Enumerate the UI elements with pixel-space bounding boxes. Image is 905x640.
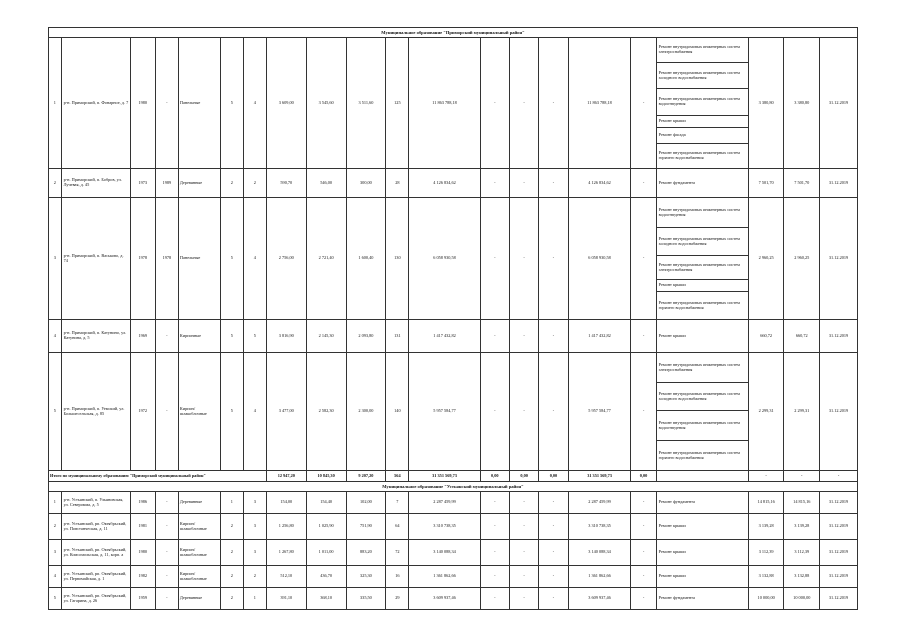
cell-fund-loc: - [539,353,568,471]
cell-fund-other: - [631,198,656,320]
cell-year-rebuilt: - [155,540,178,566]
cell-material: Деревянные [178,169,220,198]
cell-cost-max: 3 380,80 [784,38,820,169]
cell-fund-loc: - [539,588,568,610]
cell-area-all: 1 025,90 [306,514,346,540]
cell-residents: 28 [386,169,409,198]
cell-fund-reg: - [509,514,538,540]
cell-fund-fed: - [480,320,509,353]
cell-area-all: 2 145,30 [306,320,346,353]
capital-repair-table [48,27,858,610]
cell-residents: 131 [386,320,409,353]
cell-area-all: 3 545,60 [306,38,346,169]
table-row [49,320,858,353]
cell-cost-max: 3 132,88 [784,566,820,588]
cell-cost-max: 660,72 [784,320,820,353]
cell-year-built: 1972 [130,353,155,471]
cell-total-area: 1 256,80 [266,514,306,540]
table-row [49,198,858,228]
cell-material: Деревянные [178,588,220,610]
cell-work-type: Ремонт внутридомовых инженерных систем электроснабжения [656,256,748,280]
municipality-title: Муниципальное образование "Приморский муниципальный район" [49,28,858,38]
cell-material: Кирпич/ шлакоблочные [178,540,220,566]
cell-area-all: 1 011,00 [306,540,346,566]
cell-fund-other: - [631,514,656,540]
cell-fund-loc: - [539,38,568,169]
cell-entrances: 5 [243,320,266,353]
cell-area-living: 102,00 [346,492,386,514]
cell-cost-unit: 10 000,00 [748,588,784,610]
cell-entrances: 4 [243,38,266,169]
cell-total-area: 154,00 [266,492,306,514]
cell-cost-total: 3 609 937,46 [409,588,480,610]
total-work-blank [656,471,748,482]
cell-total-area: 1 267,80 [266,540,306,566]
cell-fund-fed: - [480,588,509,610]
cell-work-type: Ремонт крыши [656,514,748,540]
cell-address: р-н. Приморский, п. Уемский, ул. Большесельская, д. 85 [61,353,130,471]
cell-area-all: 2 582,30 [306,353,346,471]
cell-year-built: 1980 [130,540,155,566]
cell-fund-other: - [631,353,656,471]
cell-total-area: 512,10 [266,566,306,588]
cell-fund-loc: - [539,566,568,588]
cell-area-living: 751,90 [346,514,386,540]
cell-work-type: Ремонт фундамента [656,588,748,610]
cell-fund-loc: - [539,540,568,566]
total-cost-total: 31 351 569,73 [409,471,480,482]
cell-cost-unit: 3 112,39 [748,540,784,566]
cell-cost-max: 3 139,28 [784,514,820,540]
cell-cost-total: 1 417 432,82 [409,320,480,353]
cell-fund-own: 4 126 834,62 [568,169,631,198]
cell-entrances: 4 [243,353,266,471]
cell-floors: 2 [220,588,243,610]
cell-fund-reg: - [509,492,538,514]
cell-residents: 7 [386,492,409,514]
cell-cost-unit: 3 380,80 [748,38,784,169]
cell-year-built: 1980 [130,38,155,169]
cell-num: 5 [49,588,62,610]
cell-area-all: 546,00 [306,169,346,198]
cell-cost-max: 3 112,39 [784,540,820,566]
cell-num: 4 [49,566,62,588]
cell-area-living: 1 600,40 [346,198,386,320]
cell-cost-max: 7 501,70 [784,169,820,198]
cell-address: р-н. Устьянский, рп. Октябрьский, ул. Гагарина, д. 26 [61,588,130,610]
cell-year-rebuilt: - [155,38,178,169]
cell-work-type: Ремонт внутридомовых инженерных систем холодного водоснабжения [656,383,748,411]
cell-fund-reg: - [509,353,538,471]
cell-fund-reg: - [509,169,538,198]
table-row [49,588,858,610]
cell-deadline: 31.12.2019 [820,38,858,169]
municipality-header-row [49,482,858,492]
cell-fund-loc: - [539,169,568,198]
cell-num: 1 [49,492,62,514]
cell-fund-other: - [631,566,656,588]
cell-residents: 130 [386,198,409,320]
cell-cost-total: 1 361 862,66 [409,566,480,588]
cell-fund-own: 3 140 088,34 [568,540,631,566]
cell-fund-reg: - [509,588,538,610]
table-row [49,514,858,540]
cell-material: Кирпич/ шлакоблочные [178,566,220,588]
cell-fund-fed: - [480,38,509,169]
cell-total-area: 3 609,00 [266,38,306,169]
cell-fund-other: - [631,320,656,353]
cell-deadline: 31.12.2019 [820,588,858,610]
cell-residents: 140 [386,353,409,471]
cell-deadline: 31.12.2019 [820,540,858,566]
cell-cost-max: 2 960,25 [784,198,820,320]
total-area-all: 10 845,30 [306,471,346,482]
total-deadline: - [820,471,858,482]
cell-material: Кирпичные [178,320,220,353]
cell-fund-other: - [631,38,656,169]
cell-residents: 72 [386,540,409,566]
cell-entrances: 1 [243,588,266,610]
cell-year-built: 1969 [130,320,155,353]
cell-work-type: Ремонт внутридомовых инженерных систем горячего водоснабжения [656,441,748,471]
total-total-area: 12 947,20 [266,471,306,482]
cell-floors: 2 [220,540,243,566]
table-body [49,28,858,610]
municipality-title: Муниципальное образование "Устьянский муниципальный район" [49,482,858,492]
cell-address: р-н. Устьянский, п. Ульяновская, ул. Северомма, д. 5 [61,492,130,514]
cell-work-type: Ремонт крыши [656,280,748,292]
municipality-header-row [49,28,858,38]
cell-fund-own: 6 058 930,58 [568,198,631,320]
total-area-living: 9 207,20 [346,471,386,482]
cell-year-built: 1959 [130,588,155,610]
cell-address: р-н. Приморский, п. Васьково, д. 74 [61,198,130,320]
cell-floors: 2 [220,566,243,588]
total-residents: 564 [386,471,409,482]
cell-residents: 64 [386,514,409,540]
cell-work-type: Ремонт фундамента [656,169,748,198]
cell-fund-fed: - [480,566,509,588]
cell-cost-unit: 7 501,70 [748,169,784,198]
cell-fund-reg: - [509,566,538,588]
cell-fund-fed: - [480,514,509,540]
cell-deadline: 31.12.2019 [820,198,858,320]
cell-entrances: 3 [243,492,266,514]
cell-fund-own: 5 957 584,77 [568,353,631,471]
cell-area-living: 300,00 [346,169,386,198]
cell-cost-unit: 660,72 [748,320,784,353]
total-cost-unit: - [748,471,784,482]
cell-year-built: 1986 [130,492,155,514]
cell-num: 2 [49,514,62,540]
cell-num: 4 [49,320,62,353]
total-cost-max: - [784,471,820,482]
cell-residents: 29 [386,588,409,610]
cell-cost-total: 3 140 088,34 [409,540,480,566]
cell-entrances: 4 [243,198,266,320]
cell-cost-unit: 3 132,88 [748,566,784,588]
cell-year-rebuilt: - [155,320,178,353]
cell-address: р-н. Приморский, п. Фонарное, д. 7 [61,38,130,169]
cell-total-area: 3 816,90 [266,320,306,353]
cell-floors: 5 [220,38,243,169]
cell-address: р-н. Устьянский, рп. Октябрьский, ул. Первомайская, д. 1 [61,566,130,588]
cell-fund-other: - [631,492,656,514]
cell-cost-total: 3 310 738,35 [409,514,480,540]
cell-cost-total: 6 058 930,58 [409,198,480,320]
cell-num: 3 [49,540,62,566]
cell-deadline: 31.12.2019 [820,320,858,353]
cell-cost-unit: 3 139,28 [748,514,784,540]
cell-fund-other: - [631,588,656,610]
cell-deadline: 31.12.2019 [820,566,858,588]
cell-entrances: 2 [243,169,266,198]
cell-fund-other: - [631,169,656,198]
total-fund-loc: 0,00 [539,471,568,482]
cell-fund-fed: - [480,540,509,566]
cell-fund-own: 2 287 459,99 [568,492,631,514]
cell-fund-loc: - [539,514,568,540]
cell-year-built: 1982 [130,566,155,588]
cell-material: Деревянные [178,492,220,514]
cell-total-area: 3 477,00 [266,353,306,471]
cell-year-built: 1973 [130,169,155,198]
table-row [49,169,858,198]
cell-year-rebuilt: - [155,566,178,588]
cell-cost-unit: 2 299,31 [748,353,784,471]
cell-residents: 125 [386,38,409,169]
cell-deadline: 31.12.2019 [820,169,858,198]
cell-deadline: 31.12.2019 [820,353,858,471]
cell-material: Кирпич/ шлакоблочные [178,353,220,471]
cell-fund-own: 3 310 738,35 [568,514,631,540]
cell-address: р-н. Приморский, п. Бобров, ул. Лучевая, д. 45 [61,169,130,198]
cell-work-type: Ремонт фундамента [656,492,748,514]
cell-address: р-н. Устьянский, рп. Октябрьский, ул. Повстанческая, д. 11 [61,514,130,540]
cell-work-type: Ремонт внутридомовых инженерных систем электроснабжения [656,38,748,63]
cell-entrances: 2 [243,566,266,588]
cell-work-type: Ремонт внутридомовых инженерных систем горячего водоснабжения [656,292,748,320]
cell-address: р-н. Устьянский, рп. Октябрьский, ул. Комсомольская, д. 11, корп. а [61,540,130,566]
cell-floors: 2 [220,169,243,198]
cell-work-type: Ремонт внутридомовых инженерных систем холодного водоснабжения [656,228,748,256]
table-row [49,540,858,566]
cell-work-type: Ремонт крыши [656,540,748,566]
cell-year-rebuilt: 1989 [155,169,178,198]
cell-fund-reg: - [509,540,538,566]
cell-num: 2 [49,169,62,198]
cell-floors: 2 [220,514,243,540]
cell-fund-reg: - [509,320,538,353]
cell-work-type: Ремонт внутридомовых инженерных систем водоотведения [656,89,748,116]
cell-fund-loc: - [539,492,568,514]
cell-deadline: 31.12.2019 [820,492,858,514]
cell-fund-fed: - [480,198,509,320]
cell-cost-max: 2 299,31 [784,353,820,471]
cell-year-built: 1981 [130,514,155,540]
cell-num: 1 [49,38,62,169]
cell-cost-unit: 14 815,16 [748,492,784,514]
cell-fund-loc: - [539,320,568,353]
total-fund-fed: 0,00 [480,471,509,482]
cell-work-type: Ремонт внутридомовых инженерных систем водоотведения [656,411,748,441]
cell-fund-own: 11 863 788,18 [568,38,631,169]
cell-work-type: Ремонт внутридомовых инженерных систем электроснабжения [656,353,748,383]
total-fund-own: 31 351 569,73 [568,471,631,482]
cell-cost-max: 10 000,00 [784,588,820,610]
cell-fund-own: 1 361 862,66 [568,566,631,588]
cell-area-living: 2 300,00 [346,353,386,471]
table-row [49,566,858,588]
cell-work-type: Ремонт внутридомовых инженерных систем холодного водоснабжения [656,63,748,89]
cell-work-type: Ремонт фасада [656,128,748,144]
total-fund-reg: 0,00 [509,471,538,482]
cell-area-all: 436,70 [306,566,346,588]
cell-address: р-н. Приморский, п. Катунино, ул. Катунина, д. 5 [61,320,130,353]
cell-work-type: Ремонт внутридомовых инженерных систем водоотведения [656,198,748,228]
cell-fund-other: - [631,540,656,566]
cell-fund-own: 1 417 432,82 [568,320,631,353]
cell-entrances: 3 [243,540,266,566]
total-fund-other: 0,00 [631,471,656,482]
cell-residents: 16 [386,566,409,588]
cell-cost-total: 4 126 834,62 [409,169,480,198]
cell-floors: 1 [220,492,243,514]
cell-fund-own: 3 609 937,46 [568,588,631,610]
cell-year-rebuilt: - [155,514,178,540]
cell-year-rebuilt: - [155,353,178,471]
cell-material: Панельные [178,198,220,320]
cell-area-all: 154,40 [306,492,346,514]
cell-floors: 5 [220,320,243,353]
cell-num: 3 [49,198,62,320]
total-label: Итого по муниципальному образованию "Приморский муниципальный район" [49,471,267,482]
cell-area-living: 2 093,80 [346,320,386,353]
cell-cost-total: 2 287 459,99 [409,492,480,514]
table-row [49,38,858,63]
cell-fund-reg: - [509,198,538,320]
cell-total-area: 391,10 [266,588,306,610]
cell-work-type: Ремонт внутридомовых инженерных систем горячего водоснабжения [656,144,748,169]
cell-deadline: 31.12.2019 [820,514,858,540]
cell-work-type: Ремонт крыши [656,320,748,353]
cell-cost-total: 5 957 584,77 [409,353,480,471]
cell-material: Панельные [178,38,220,169]
cell-floors: 5 [220,198,243,320]
cell-cost-total: 11 863 788,18 [409,38,480,169]
cell-year-rebuilt: - [155,492,178,514]
table-row [49,353,858,383]
cell-floors: 5 [220,353,243,471]
cell-cost-max: 14 815,16 [784,492,820,514]
cell-material: Кирпич/ шлакоблочные [178,514,220,540]
cell-area-living: 3 511,60 [346,38,386,169]
cell-num: 5 [49,353,62,471]
cell-fund-fed: - [480,492,509,514]
cell-fund-loc: - [539,198,568,320]
table-row [49,492,858,514]
cell-work-type: Ремонт крыши [656,566,748,588]
cell-fund-fed: - [480,353,509,471]
cell-total-area: 590,70 [266,169,306,198]
cell-year-built: 1978 [130,198,155,320]
cell-year-rebuilt: 1978 [155,198,178,320]
cell-total-area: 2 756,00 [266,198,306,320]
cell-year-rebuilt: - [155,588,178,610]
cell-area-living: 883,20 [346,540,386,566]
cell-area-all: 2 721,40 [306,198,346,320]
cell-area-living: 325,30 [346,566,386,588]
cell-work-type: Ремонт крыши [656,116,748,128]
cell-area-all: 368,10 [306,588,346,610]
cell-cost-unit: 2 960,25 [748,198,784,320]
cell-entrances: 3 [243,514,266,540]
cell-area-living: 335,50 [346,588,386,610]
cell-fund-fed: - [480,169,509,198]
total-row [49,471,858,482]
cell-fund-reg: - [509,38,538,169]
